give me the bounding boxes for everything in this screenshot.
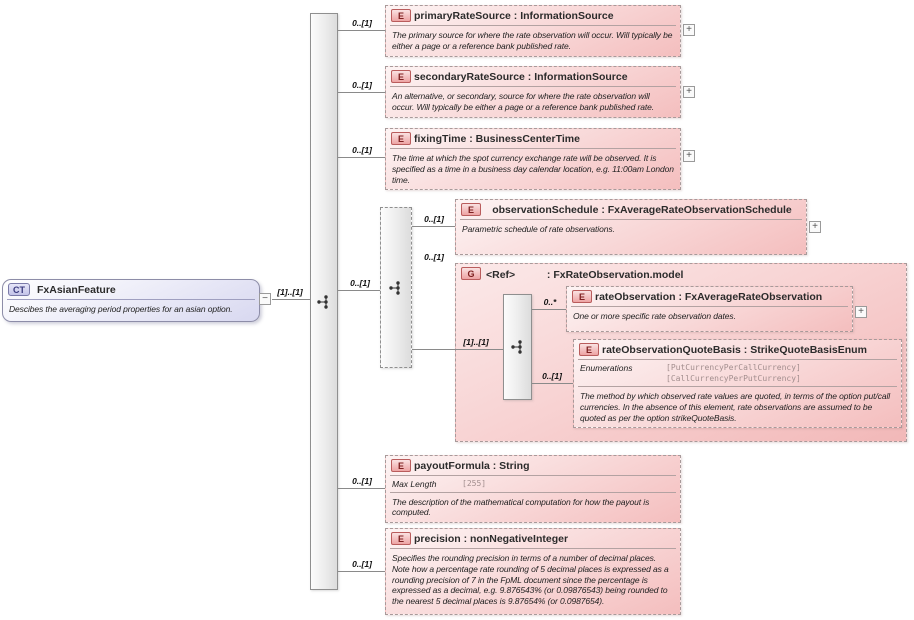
connector-line (338, 290, 380, 291)
divider (571, 306, 848, 307)
element-primaryRateSource[interactable] (385, 5, 681, 57)
element-badge: E (391, 132, 411, 145)
cardinality-label: 0..[1] (352, 80, 372, 90)
element-title: observationSchedule : FxAverageRateObservationSchedule (492, 204, 792, 216)
complex-type-description: Descibes the averaging period properties for an asian option. (9, 304, 233, 314)
divider (390, 475, 676, 476)
connector-line (338, 571, 385, 572)
element-title: fixingTime : BusinessCenterTime (414, 133, 580, 145)
connector-line (338, 30, 385, 31)
cardinality-label: 0..[1] (424, 214, 444, 224)
element-title: primaryRateSource : InformationSource (414, 10, 614, 22)
element-precision[interactable] (385, 528, 681, 615)
divider (390, 148, 676, 149)
element-payoutFormula[interactable] (385, 455, 681, 523)
connector-line (532, 309, 566, 310)
element-secondaryRateSource[interactable] (385, 66, 681, 118)
divider (578, 386, 897, 387)
cardinality-label: 0..[1] (424, 252, 444, 262)
group-name: <Ref> (486, 269, 516, 281)
enumerations-label: Enumerations (580, 363, 633, 373)
element-rateObservationQuoteBasis[interactable] (573, 339, 902, 428)
element-badge: E (391, 9, 411, 22)
enumeration-value: [PutCurrencyPerCallCurrency] (666, 363, 801, 372)
sequence-icon (510, 339, 526, 355)
element-description: An alternative, or secondary, source for where the rate observation will occur. Will typically be either a page or a reference bank published rate. (392, 91, 654, 112)
sequence-compositor-ref[interactable] (503, 294, 532, 400)
element-title: rateObservation : FxAverageRateObservation (595, 291, 823, 303)
sequence-compositor-observation[interactable] (380, 207, 412, 368)
connector-line (338, 92, 385, 93)
element-rateObservation[interactable] (566, 286, 853, 332)
sequence-icon (388, 280, 404, 296)
element-title: precision : nonNegativeInteger (414, 533, 569, 545)
enumerations-facet (574, 361, 901, 385)
sequence-icon (316, 294, 332, 310)
divider (7, 299, 255, 300)
group-badge: G (461, 267, 481, 280)
complex-type-FxAsianFeature[interactable] (2, 279, 260, 322)
element-title: payoutFormula : String (414, 460, 530, 472)
divider (390, 492, 676, 493)
element-description: Parametric schedule of rate observations. (462, 224, 615, 234)
element-badge: E (391, 459, 411, 472)
expand-button[interactable]: + (855, 306, 867, 318)
element-badge: E (579, 343, 599, 356)
max-length-value: [255] (462, 479, 487, 488)
divider (390, 548, 676, 549)
cardinality-label: 0..[1] (350, 278, 370, 288)
cardinality-label: 0..[1] (352, 476, 372, 486)
element-title: rateObservationQuoteBasis : StrikeQuoteBasisEnum (602, 344, 867, 356)
element-badge: E (572, 290, 592, 303)
element-description: The time at which the spot currency exchange rate will be observed. It is specified as a time in a business day calendar location, e.g. 11:00am London time. (392, 153, 674, 185)
max-length-facet (386, 477, 680, 491)
connector-line (338, 488, 385, 489)
connector-line (412, 349, 503, 350)
enumeration-value: [CallCurrencyPerPutCurrency] (666, 373, 801, 383)
connector-line (412, 226, 455, 227)
divider (460, 219, 802, 220)
cardinality-label: 0..* (543, 297, 557, 307)
expand-button[interactable]: + (683, 86, 695, 98)
complex-type-badge: CT (8, 283, 30, 296)
group-type: : FxRateObservation.model (546, 269, 684, 281)
element-description: The method by which observed rate values are quoted, in terms of the option put/call currencies. In the absence of this element, rate observations are assumed to be quoted as per the option strikeQuoteBasis. (580, 391, 891, 423)
divider (578, 359, 897, 360)
divider (390, 25, 676, 26)
element-title: secondaryRateSource : InformationSource (414, 71, 628, 83)
cardinality-label: 0..[1] (542, 371, 562, 381)
connector-line (272, 299, 310, 300)
expand-button[interactable]: + (809, 221, 821, 233)
element-observationSchedule[interactable] (455, 199, 807, 255)
cardinality-label: [1]..[1] (463, 337, 489, 347)
sequence-compositor-main[interactable] (310, 13, 338, 590)
element-badge: E (461, 203, 481, 216)
element-description: The description of the mathematical computation for how the payout is computed. (392, 496, 650, 518)
cardinality-label: 0..[1] (352, 559, 372, 569)
cardinality-label: [1]..[1] (277, 287, 303, 297)
collapse-button[interactable]: − (259, 293, 271, 305)
max-length-label: Max Length (392, 479, 437, 489)
connector-line (532, 383, 573, 384)
element-description: Specifies the rounding precision in terms of a number of decimal places. Note how a percentage rate rounding of 5 decimal places is expressed as a rounding precision of 7 in the FpML document since the percentage is expressed as a decimal, e.g. 9.876543% (or 0.09876543) being rounded to the nearest 5 decimal places is 9.87654% (or 0.0987654). (392, 553, 669, 607)
element-description: One or more specific rate observation dates. (573, 311, 736, 321)
element-badge: E (391, 532, 411, 545)
connector-line (338, 157, 385, 158)
complex-type-title: FxAsianFeature (37, 284, 116, 296)
element-description: The primary source for where the rate observation will occur. Will typically be either a page or a reference bank published rate. (392, 30, 673, 51)
element-fixingTime[interactable] (385, 128, 681, 190)
element-badge: E (391, 70, 411, 83)
cardinality-label: 0..[1] (352, 18, 372, 28)
expand-button[interactable]: + (683, 24, 695, 36)
expand-button[interactable]: + (683, 150, 695, 162)
divider (390, 86, 676, 87)
cardinality-label: 0..[1] (352, 145, 372, 155)
